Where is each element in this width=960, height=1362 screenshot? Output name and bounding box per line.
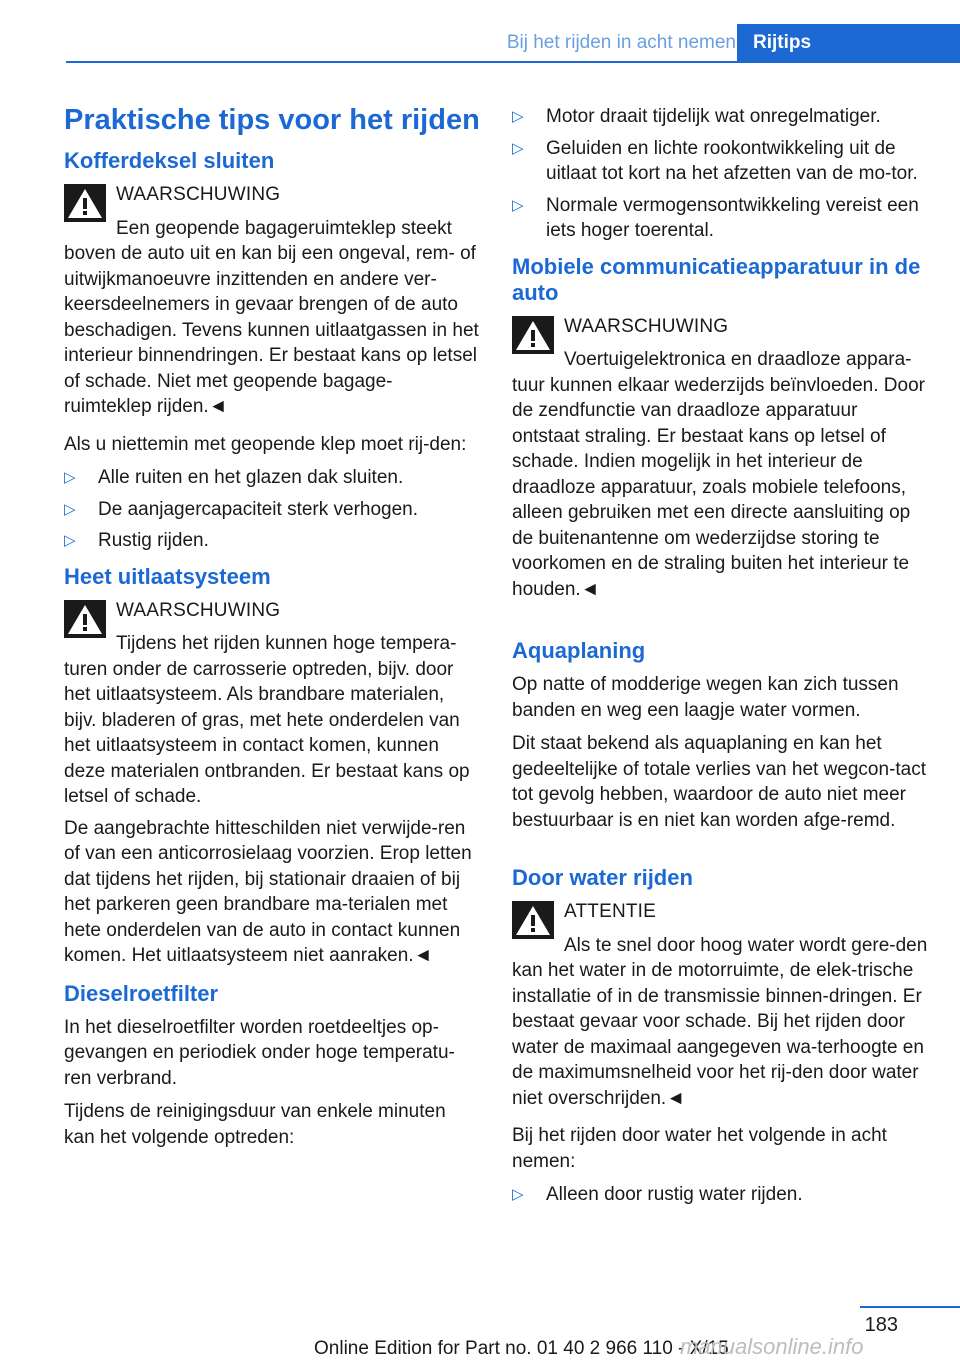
warning-trunk xyxy=(64,182,480,420)
list-item: ▷ Motor draait tijdelijk wat onregelmatiger. xyxy=(512,104,928,130)
header-rule xyxy=(66,61,960,63)
warning-text: Een geopende bagageruimteklep steekt boven de auto uit en kan bij een ongeval, rem- of uitwijkmanoeuvre inzittenden en andere ver-keersdeelnemers in gevaar brengen of de auto beschadigen. Tevens kunnen uitlaatgassen in het interieur binnendringen. Er bestaat kans op letsel of schade. Niet met geopende bagage-ruimteklep rijden.◄ xyxy=(64,217,479,417)
warning-mobile xyxy=(512,314,928,603)
footer-edition: Online Edition for Part no. 01 40 2 966 110 - X/15 xyxy=(314,1338,729,1359)
section-title-water: Door water rijden xyxy=(512,865,693,890)
right-column xyxy=(512,104,928,1218)
section-title-trunk: Kofferdeksel sluiten xyxy=(64,148,275,173)
watermark: manualsonline.info xyxy=(680,1334,864,1359)
bullet-triangle-icon: ▷ xyxy=(512,196,524,214)
list-item: ▷ Alleen door rustig water rijden. xyxy=(512,1182,928,1208)
warning-head: ATTENTIE xyxy=(564,901,657,922)
warning-text-continued: De aangebrachte hitteschilden niet verwijde-ren of van een anticorrosielaag voorzien. Erop letten dat tijdens het rijden, bij stationair draaien of bij het parkeren geen brandbare ma-terialen met hete onderdelen van de auto in contact kunnen komen. Het uitlaatsysteem niet aanraken.◄ xyxy=(64,817,472,966)
warning-triangle-icon xyxy=(512,901,554,939)
bullet-list xyxy=(512,104,928,244)
bullet-list xyxy=(64,465,480,554)
section-title-exhaust: Heet uitlaatsysteem xyxy=(64,563,271,589)
bullet-triangle-icon: ▷ xyxy=(64,532,76,549)
warning-triangle-icon xyxy=(512,316,554,354)
list-item: ▷ Alle ruiten en het glazen dak sluiten. xyxy=(64,465,480,491)
header-tab: Rijtips xyxy=(737,24,960,61)
paragraph: Tijdens de reinigingsduur van enkele minuten kan het volgende optreden: xyxy=(64,1101,446,1148)
bullet-list xyxy=(512,1182,928,1208)
paragraph: Als u niettemin met geopende klep moet rij-den: xyxy=(64,433,467,455)
warning-text: Voertuigelektronica en draadloze appara-tuur kunnen elkaar wederzijds beïnvloeden. Door de zendfunctie van draadloze apparatuur ontstaat straling. Er bestaat kans op letsel of schade. Indien mogelijk in het interieur de draadloze apparatuur, zoals mobiele telefoons, alleen gebruiken met een directe aansluiting op de buitenantenne om wederzijdse storing te voorkomen en de straling buiten het interieur te houden.◄ xyxy=(512,349,925,600)
list-item: ▷ Geluiden en lichte rookontwikkeling uit de uitlaat tot kort na het afzetten van de mo-tor. xyxy=(512,137,918,184)
section-title-mobile: Mobiele communicatieapparatuur in de auto xyxy=(512,253,921,305)
warning-head: WAARSCHUWING xyxy=(564,315,729,337)
warning-text: Als te snel door hoog water wordt gere-den kan het water in de motorruimte, de elek-trische installatie of in de transmissie binnen-dringen. Er bestaat gevaar voor schade. Bij het rijden door water de maximaal aangegeven wa-terhoogte en de maximumsnelheid voor het rij-den door water niet overschrijden.◄ xyxy=(512,934,928,1109)
page-header xyxy=(0,0,960,66)
bullet-triangle-icon: ▷ xyxy=(512,139,524,157)
bullet-triangle-icon: ▷ xyxy=(64,500,76,518)
footer-rule xyxy=(860,1306,960,1308)
paragraph: Bij het rijden door water het volgende in acht nemen: xyxy=(512,1125,887,1172)
paragraph: In het dieselroetfilter worden roetdeeltjes op-gevangen en periodiek onder hoge temperatu-ren verbrand. xyxy=(64,1016,455,1089)
warning-water xyxy=(512,899,928,1111)
section-title-diesel: Dieselroetfilter xyxy=(64,980,219,1006)
paragraph: Op natte of modderige wegen kan zich tussen banden en weg een laagje water vormen. xyxy=(512,674,899,721)
warning-head: WAARSCHUWING xyxy=(116,599,281,621)
warning-triangle-icon xyxy=(64,184,106,222)
list-item: ▷ Normale vermogensontwikkeling vereist een iets hoger toerental. xyxy=(512,194,919,241)
page-title: Praktische tips voor het rijden xyxy=(64,104,480,136)
paragraph: Dit staat bekend als aquaplaning en kan het gedeeltelijke of totale verlies van het wegcon-tact tot gevolg hebben, waardoor de auto niet meer bestuurbaar is en niet kan worden afge-remd. xyxy=(512,733,927,831)
warning-triangle-icon xyxy=(64,600,106,638)
warning-exhaust xyxy=(64,598,480,969)
left-column xyxy=(64,98,480,1158)
header-chapter: Bij het rijden in acht nemen xyxy=(506,32,736,53)
list-item: ▷ De aanjagercapaciteit sterk verhogen. xyxy=(64,497,480,523)
bullet-triangle-icon: ▷ xyxy=(512,1186,524,1203)
warning-text: Tijdens het rijden kunnen hoge tempera-turen onder de carrosserie optreden, bijv. door het uitlaatsysteem. Als brandbare materialen, bijv. bladeren of gras, met hete onderdelen van het uitlaatsysteem in contact komen, kunnen deze materialen ontbranden. Er bestaat kans op letsel of schade. xyxy=(64,633,470,807)
page-number: 183 xyxy=(864,1314,898,1336)
bullet-triangle-icon: ▷ xyxy=(512,108,524,125)
section-title-aquaplaning: Aquaplaning xyxy=(512,638,646,663)
bullet-triangle-icon: ▷ xyxy=(64,469,76,486)
list-item: ▷ Rustig rijden. xyxy=(64,528,480,554)
warning-head: WAARSCHUWING xyxy=(116,184,281,205)
